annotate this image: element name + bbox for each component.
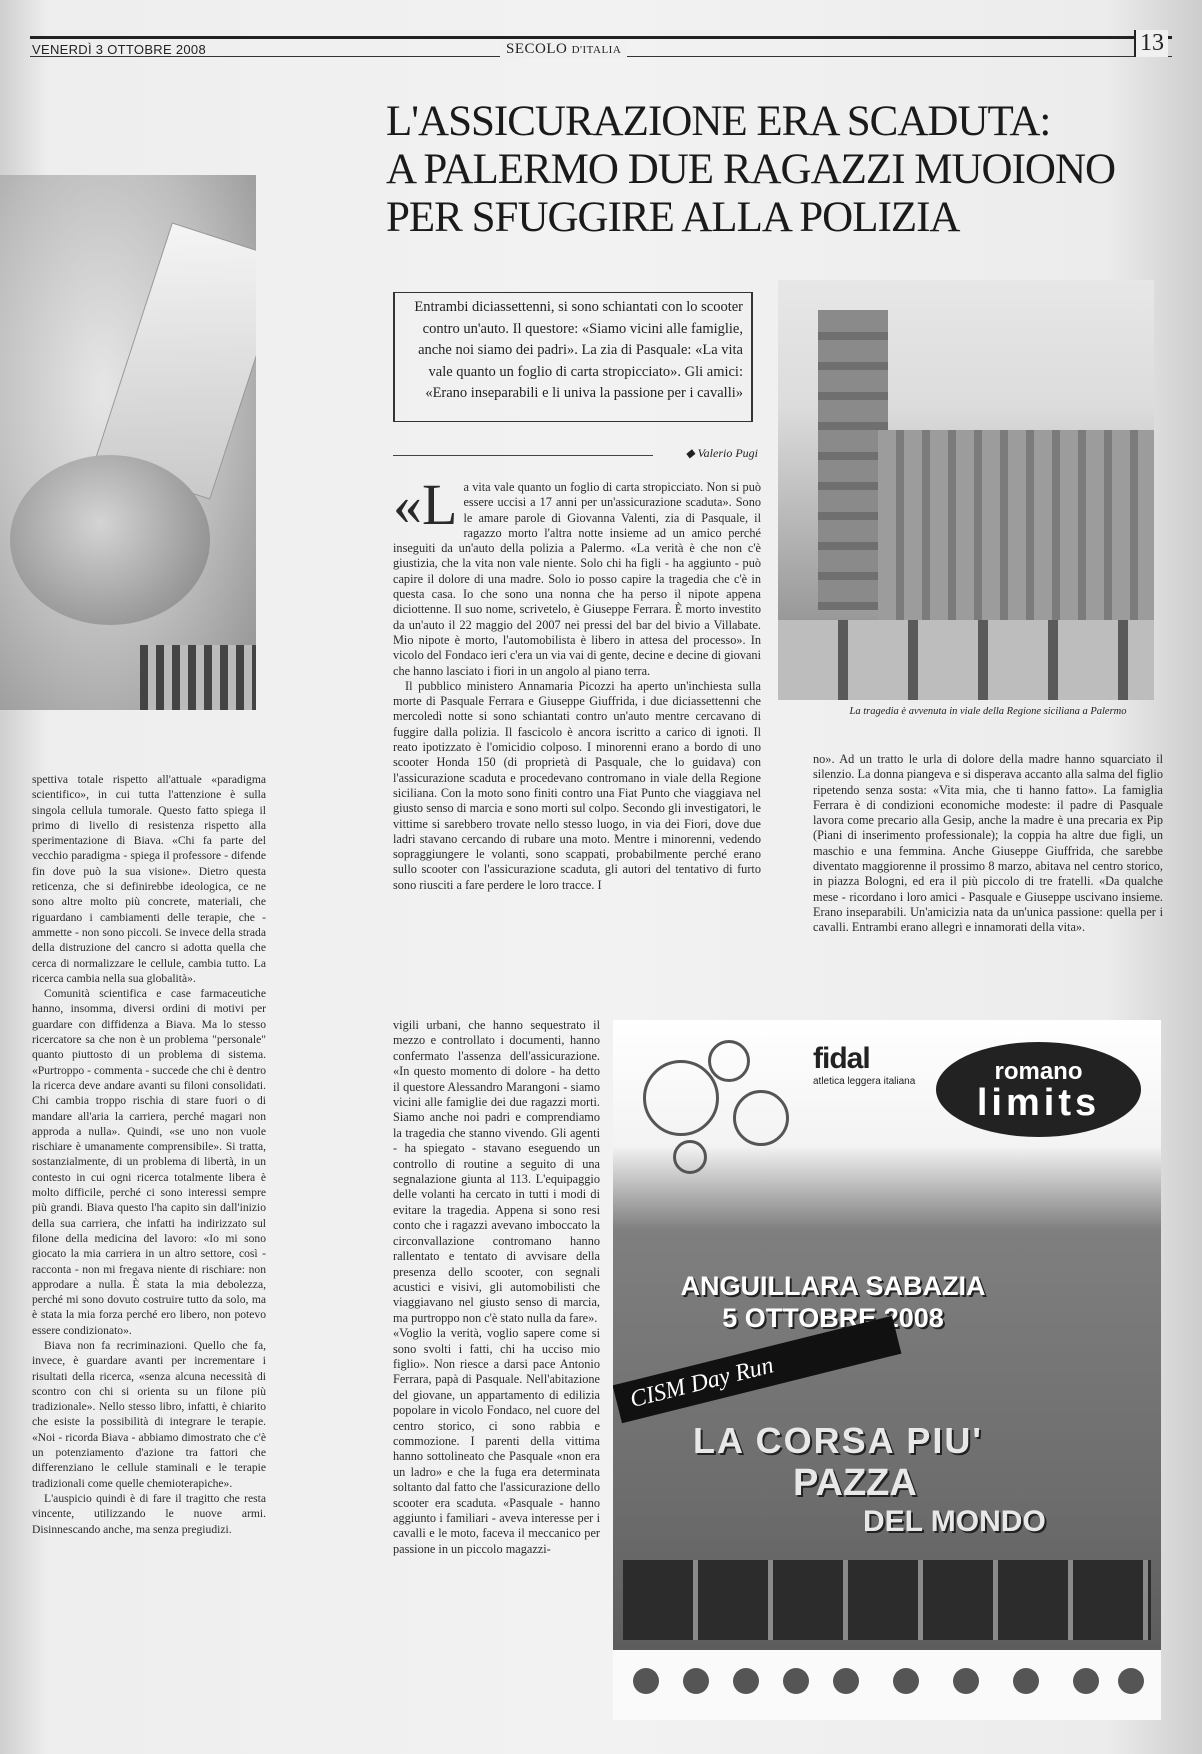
newspaper-title-suffix: D'ITALIA [571,44,622,56]
sponsor-logos [613,1650,1161,1720]
palermo-cathedral-photo [778,280,1154,700]
limits-logo-text: limits [976,1082,1101,1124]
decorative-bubble [708,1040,750,1082]
sponsor-logo [893,1668,919,1694]
left-article-paragraph: spettiva totale rispetto all'attuale «paradigma scientifico», in cui tutta l'attenzione è sulla singola cellula tumorale. Questo fatto spiega il primo di livello di resistenza rispetto alla sperimentazione di Biava. «Chi fa parte del vecchio paradigma - spiega il professore - difende fin dove può la sua visione». Dietro questa reticenza, che si definirebbe ideologica, ce ne sono altre molto più concrete, materiali, che riguardano i cambiamenti delle terapie, che - ammette - non sono piccoli. Se invece della strada della distruzione del cancro si adotta quella che cerca di normalizzare le cellule, cambia tutto. La ricerca cambia nella sua globalità». [32,773,266,985]
event-location-date [633,1270,1033,1334]
sponsor-logo [733,1668,759,1694]
newspaper-name [500,41,627,58]
left-article-paragraph: L'auspicio quindi è di fare il tragitto che resta vincente, utilizzando le nuove armi. Disinnescando anche, ma senza pregiudizi. [32,1491,266,1536]
event-location: ANGUILLARA SABAZIA [680,1271,986,1301]
article-deck: Entrambi diciassettenni, si sono schiantati con lo scooter contro un'auto. Il questore: «Siamo vicini alle famiglie, anche noi siamo dei padri». La zia di Pasquale: «La vita vale quanto un foglio di carta stropicciato». Gli amici: «Erano inseparabili e li univa la passione per i cavalli» [393,292,753,422]
article-column-right [813,752,1163,936]
sponsor-logo [633,1668,659,1694]
cism-day-run-advertisement [613,1020,1161,1720]
decorative-bubble [733,1090,789,1146]
author-name: Valerio Pugi [697,446,758,460]
left-article-paragraph: Biava non fa recriminazioni. Quello che fa, invece, è guardare avanti per incrementare i risultati della ricerca, «senza alcuna necessità di scontro con chi si orienta su un filone più tradizionale». Nello stesso libro, infatti, è chiarito che esiste la possibilità di integrare le terapie. «Noi - ricorda Biava - abbiamo dimostrato che c'è un potenziamento d'azione tra fattori che differenziano le cellule staminali e le terapie tradizionali come quelle chemioterapiche». [32,1338,266,1490]
event-slogan [693,1420,1153,1539]
slogan-line: PAZZA [793,1462,917,1504]
masthead-rule [30,36,1172,39]
paragraph-text: a vita vale quanto un foglio di carta stropicciato. Non si può essere uccisi a 17 anni per un'assicurazione scaduta». Sono le amare parole di Giovanna Valenti, zia di Pasquale, il ragazzo morto l'altra notte insieme ad un amico perché inseguiti da un'auto della polizia a Palermo. «La verità è che non c'è giustizia, che la vita non vale niente. Solo chi ha figli - ha aggiunto - può capire il dolore di una madre. Solo io posso capire la tragedia che c'è in questa casa. Io che sono una nonna che ha perso il nipote appena diciottenne. Il suo nome, scrivetelo, è Giuseppe Ferrara. È morto investito da un'auto il 22 maggio del 2007 nei pressi del bar del bivio a Villabate. Mio nipote è morto, l'automobilista è libero in attesa del processo». In vicolo del Fondaco ieri c'era un via vai di gente, decine e decine di giovani che hanno lasciato i fiori in un angolo al piano terra. [393,480,761,678]
headline-line: A PALERMO DUE RAGAZZI MUOIONO [386,146,1116,193]
left-article-column [32,772,266,1537]
race-photo-strip [623,1560,1151,1640]
drop-cap: «L [393,472,458,537]
headline-line: L'ASSICURAZIONE ERA SCADUTA: [386,98,1051,145]
left-article-paragraph: Comunità scientifica e case farmaceutiche hanno, insomma, diversi ordini di motivi per guardare con diffidenza a Biava. Ma lo stesso ricercatore sa che non è un problema "personale" quanto piuttosto di un problema di sistema. «Purtroppo - commenta - succede che chi è dentro la ricerca deve andare avanti su filoni consolidati. Chi cambia troppo rischia di stare fuori o di mandare all'aria la carriera, perché magari non approda a nulla». Quindi, «se uno non vuole rischiare è umanamente comprensibile». Si tratta, sostanzialmente, di un problema di libertà, in un contesto in cui ogni ricerca totalmente libera è molto difficile, perché ci sono interessi sempre più grandi. Biava questo l'ha capito sin dall'inizio della sua carriera, che infatti ha indirizzato sul filone della medicina del lavoro: «Io mi sono giocato la mia carriera in un altro settore, così - racconta - non mi fregava niente di rischiare: non approdare a nulla. È stata la mia debolezza, perché mi sono dovuto costruire tutto da solo, ma è stata la mia forza perché ero libero, non potevo essere condizionato». [32,987,266,1337]
romano-limits-logo [936,1042,1141,1137]
decorative-bubble [643,1060,719,1136]
article-paragraph [393,472,761,679]
fidal-logo-mark: fidal [813,1042,870,1075]
lab-hand-photo [0,175,256,710]
article-paragraph: no». Ad un tratto le urla di dolore della madre hanno squarciato il silenzio. La donna piangeva e si disperava accanto alla salma del figlio ripetendo senza sosta: «Vita mia, che ti hanno fatto». La famiglia Ferrara è di condizioni economiche modeste: il padre di Pasquale lavora come precario alla Gesip, anche la madre è una precaria ex Pip (Piani di inserimento professionale); la coppia ha altre due figli, un maschio e una femmina. Anche Giuseppe Giuffrida, che sarebbe diventato maggiorenne il prossimo 8 marzo, abitava nel centro storico, in piazza Bologni, ed era il più piccolo di tre fratelli. «Da qualche mese - ricordano i loro amici - Pasquale e Giuseppe uscivano insieme. Erano inseparabili. Un'amicizia nata da un'unica passione: quella per i cavalli. Entrambi erano allegri e innamorati della vita». [813,752,1163,935]
article-headline [386,98,1166,242]
event-date: 5 OTTOBRE 2008 [722,1303,944,1333]
test-tube-rack-image [140,645,256,710]
event-name-banner: CISM Day Run [613,1316,901,1424]
romano-logo-text: romano [994,1058,1083,1085]
article-paragraph: vigili urbani, che hanno sequestrato il mezzo e controllato i documenti, hanno confermato l'assenza dell'assicurazione. «In questo momento di dolore - ha detto il questore Alessandro Marangoni - siamo vicini alle famiglie dei due ragazzi morti. Siamo anche noi padri e comprendiamo la tragedia che stanno vivendo. Gli agenti - ha spiegato - stavano eseguendo un controllo di routine a seguito di una segnalazione giunta al 113. L'equipaggio delle volanti ha cercato in tutti i modi di evitare la tragedia. Appena si sono resi conto che i ragazzi avevano imboccato la circonvallazione contromano hanno rallentato e tentato di avvisare della presenza dello scooter, con segnali acustici e visivi, gli automobilisti che viaggiavano nel giusto senso di marcia, ma purtroppo non c'è stato nulla da fare». [393,1018,600,1325]
slogan-line: LA CORSA PIU' [693,1420,983,1461]
sponsor-logo [1118,1668,1144,1694]
sponsor-logo [783,1668,809,1694]
sponsor-logo [833,1668,859,1694]
article-paragraph: Il pubblico ministero Annamaria Picozzi ha aperto un'inchiesta sulla morte di Pasquale Ferrara e Giuseppe Giuffrida, i due diciassettenni che mercoledì notte si sono schiantati contro un'auto mentre cercavano di fuggire dalla polizia. Il fascicolo è ancora iscritto a carico di ignoti. Il reato ipotizzato è l'omicidio colposo. I minorenni erano a bordo di uno scooter Honda 150 (di proprietà di Pasquale, che lo guidava) con l'assicurazione scaduta e procedevano contromano in viale della Regione siciliana. Con la moto sono finiti contro una Fiat Punto che viaggiava nel giusto senso di marcia e sono morti sul colpo. Secondo gli investigatori, le vittime si sarebbero trovate nello stesso luogo, in via dei Fiori, dove due ladri stavano cercando di rubare una moto. Mentre i minorenni, vedendo sopraggiungere le volanti, sono scappati, probabilmente perché erano sullo scooter con l'assicurazione scaduta, gli autori del tentativo di furto sono riusciti a fare perdere le loro tracce. I [393,678,761,892]
author-byline: ◆ Valerio Pugi [685,446,758,460]
article-paragraph: «Voglio la verità, voglio sapere come si sono svolti i fatti, chi ha ucciso mio figlio». Non riesce a darsi pace Antonio Ferrara, papà di Pasquale. Nell'abitazione del giovane, un appartamento di edilizia popolare in vicolo Fondaco, nel cuore del centro storico, ci sono rabbia e commozione. I parenti della vittima hanno sottolineato che Pasquale «non era un ladro» e che la fuga era determinata soltanto dal fatto che l'assicurazione dello scooter era scaduta. «Pasquale - hanno aggiunto i familiari - aveva interesse per i cavalli e le moto, faceva il meccanico per passione in un piccolo magazzi- [393,1326,600,1556]
hand-image [10,455,210,625]
sponsor-logo [683,1668,709,1694]
sponsor-logo [1073,1668,1099,1694]
headline-line: PER SFUGGIRE ALLA POLIZIA [386,194,960,241]
article-column-main [393,472,761,893]
article-column-narrow [393,1018,600,1557]
newspaper-title: SECOLO [506,41,568,57]
page-number: 13 [1134,30,1168,57]
slogan-line: DEL MONDO [863,1505,1046,1538]
sponsor-logo [1013,1668,1039,1694]
fidal-logo-text: atletica leggera italiana [813,1076,916,1087]
decorative-bubble [673,1140,707,1174]
sponsor-logo [953,1668,979,1694]
street-traffic-image [778,620,1154,700]
issue-date: VENERDÌ 3 OTTOBRE 2008 [32,42,206,57]
cathedral-facade-image [878,430,1154,630]
fidal-logo [813,1042,933,1112]
photo-caption: La tragedia è avvenuta in viale della Regione siciliana a Palermo [849,706,1127,717]
